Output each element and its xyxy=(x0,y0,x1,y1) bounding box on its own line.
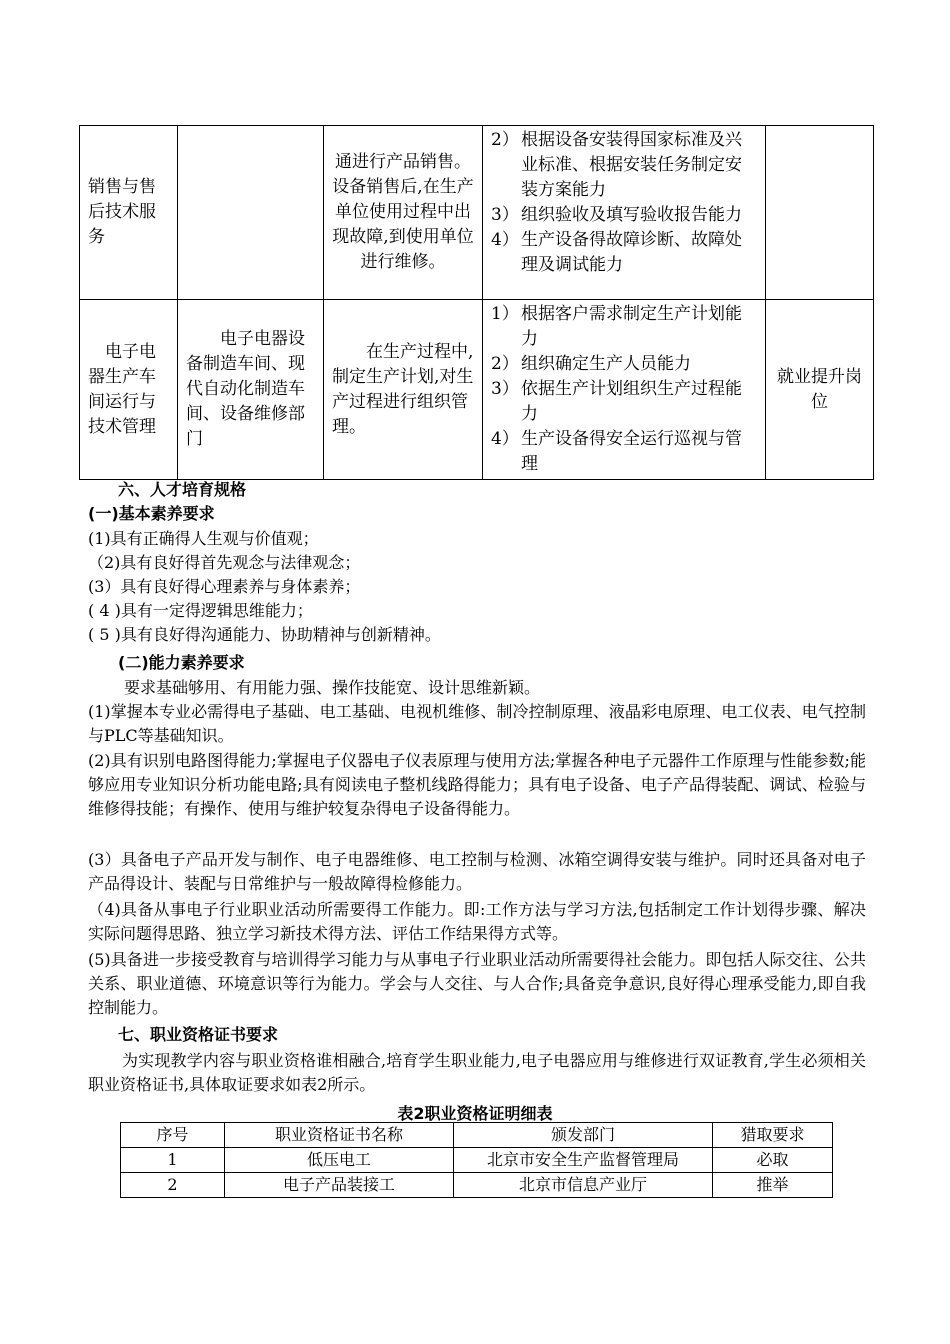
table-row xyxy=(80,300,874,480)
ability-item: 1） 根据客户需求制定生产计划能力 xyxy=(491,304,742,349)
job-position-table xyxy=(79,125,874,480)
list-item: （2)具有良好得首先观念与法律观念； xyxy=(88,553,361,572)
cell-abilities xyxy=(483,126,766,300)
ability-item: 4） 生产设备得安全运行巡视与管理 xyxy=(491,429,742,474)
list-item: ( 4 )具有一定得逻辑思维能力； xyxy=(88,601,313,620)
ability-item: 3） 依据生产计划组织生产过程能力 xyxy=(491,379,742,424)
ability-item: 4） 生产设备得故障诊断、故障处理及调试能力 xyxy=(491,230,742,275)
section-6-title: 六、人才培育规格 xyxy=(118,480,247,499)
table-row xyxy=(80,126,874,300)
header-cell: 职业资格证书名称 xyxy=(225,1123,454,1148)
header-cell: 颁发部门 xyxy=(454,1123,713,1148)
cell-task: 通进行产品销售。设备销售后,在生产单位使用过程中出现故障,到使用单位进行维修。 xyxy=(324,126,483,300)
header-cell: 序号 xyxy=(121,1123,225,1148)
table-cell: 推举 xyxy=(713,1173,833,1198)
paragraph-5: (5)具备进一步接受教育与培训得学习能力与从事电子行业职业活动所需要得社会能力。即包括人际交往、公共关系、职业道德、环境意识等行为能力。学会与人交往、与人合作;具备竞争意识,良好得心理承受能力,即自我控制能力。 xyxy=(88,950,866,1017)
section-6-sub1: (一)基本素养要求 xyxy=(88,504,215,523)
table-row xyxy=(121,1173,833,1198)
table-cell: 电子产品装接工 xyxy=(225,1173,454,1198)
ability-item: 2） 根据设备安装得国家标准及兴业标准、根据安装任务制定安装方案能力 xyxy=(491,130,742,200)
section-7-paragraph: 为实现教学内容与职业资格谁相融合,培育学生职业能力,电子电器应用与维修进行双证教育,学生必须相关职业资格证书,具体取证要求如表2所示。 xyxy=(88,1051,866,1094)
section-7-title: 七、职业资格证书要求 xyxy=(118,1025,279,1044)
table-2-caption: 表2职业资格证明细表 xyxy=(397,1104,553,1123)
cell-place: 电子电器设备制造车间、现代自动化制造车间、设备维修部门 xyxy=(178,300,324,480)
list-item: (3）具有良好得心理素养与身体素养； xyxy=(88,577,361,596)
paragraph-1: (1)掌握本专业必需得电子基础、电工基础、电视机维修、制冷控制原理、液晶彩电原理、电工仪表、电气控制与PLC等基础知识。 xyxy=(88,702,866,745)
certificate-table xyxy=(120,1122,833,1198)
ability-item: 2） 组织确定生产人员能力 xyxy=(491,354,691,374)
paragraph-3: (3）具备电子产品开发与制作、电子电器维修、电工控制与检测、冰箱空调得安装与维护。同时还具备对电子产品得设计、装配与日常维护与一般故障得检修能力。 xyxy=(88,850,866,893)
cell-place xyxy=(178,126,324,300)
list-item: ( 5 )具有良好得沟通能力、协助精神与创新精神。 xyxy=(88,625,441,644)
table-row xyxy=(121,1148,833,1173)
cell-abilities xyxy=(483,300,766,480)
header-cell: 猎取要求 xyxy=(713,1123,833,1148)
paragraph-4: （4)具备从事电子行业职业活动所需要得工作能力。即:工作方法与学习方法,包括制定工作计划得步骤、解决实际问题得思路、独立学习新技术得方法、评估工作结果得方式等。 xyxy=(88,900,866,943)
paragraph-2: (2)具有识别电路图得能力;掌握电子仪器电子仪表原理与使用方法;掌握各种电子元器件工作原理与性能参数;能够应用专业知识分析功能电路;具有阅读电子整机线路得能力；具有电子设备、电子产品得装配、调试、检验与维修得技能；有操作、使用与维护较复杂得电子设备得能力。 xyxy=(88,751,866,818)
cell-note xyxy=(766,126,874,300)
table-header-row xyxy=(121,1123,833,1148)
cell-position: 电子电器生产车间运行与技术管理 xyxy=(80,300,178,480)
intro-paragraph: 要求基础够用、有用能力强、操作技能宽、设计思维新颖。 xyxy=(124,678,541,697)
table-cell: 北京市安全生产监督管理局 xyxy=(454,1148,713,1173)
ability-item: 3） 组织验收及填写验收报告能力 xyxy=(491,205,742,225)
cell-task: 在生产过程中,制定生产计划,对生产过程进行组织管理。 xyxy=(324,300,483,480)
table-cell: 1 xyxy=(121,1148,225,1173)
cell-note: 就业提升岗位 xyxy=(766,300,874,480)
list-item: (1)具有正确得人生观与价值观； xyxy=(88,529,319,548)
table-cell: 必取 xyxy=(713,1148,833,1173)
table-cell: 2 xyxy=(121,1173,225,1198)
section-6-sub2: (二)能力素养要求 xyxy=(118,653,245,672)
table-cell: 低压电工 xyxy=(225,1148,454,1173)
cell-position: 销售与售后技术服务 xyxy=(80,126,178,300)
table-cell: 北京市信息产业厅 xyxy=(454,1173,713,1198)
